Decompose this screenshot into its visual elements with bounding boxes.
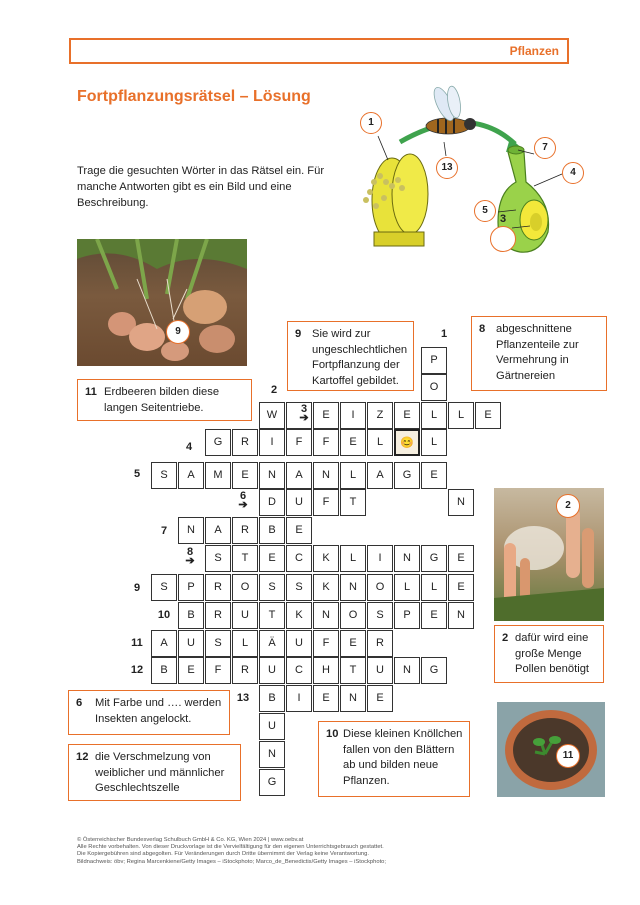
grid-cell[interactable]: E bbox=[367, 685, 393, 712]
potato-photo bbox=[77, 239, 247, 366]
grid-cell[interactable]: U bbox=[286, 630, 312, 657]
grid-cell[interactable]: B bbox=[151, 657, 177, 684]
footer-line: Die Kopiergebühren sind abgegolten. Für Veränderungen durch Dritte übernimmt der Verlag keine Verantwortung. bbox=[77, 851, 369, 858]
grid-cell[interactable]: R bbox=[367, 630, 393, 657]
grid-number-7: 7 bbox=[160, 525, 168, 537]
grid-cell[interactable]: F bbox=[313, 429, 339, 456]
grid-cell[interactable]: N bbox=[448, 489, 474, 516]
grid-cell[interactable]: I bbox=[259, 429, 285, 456]
grid-cell[interactable]: F bbox=[205, 657, 231, 684]
grid-cell[interactable]: I bbox=[367, 545, 393, 572]
grid-number-4: 4 bbox=[185, 441, 193, 453]
grid-cell[interactable]: E bbox=[448, 574, 474, 601]
clue-11-text: Erdbeeren bilden diese langen Seitentriebe. bbox=[104, 386, 220, 414]
grid-cell[interactable]: R bbox=[232, 657, 258, 684]
grid-cell[interactable]: N bbox=[340, 685, 366, 712]
subject-label: Pflanzen bbox=[509, 44, 559, 58]
grid-cell[interactable]: U bbox=[259, 657, 285, 684]
grid-cell[interactable]: R bbox=[232, 429, 258, 456]
grid-cell[interactable]: U bbox=[367, 657, 393, 684]
clue-9 bbox=[287, 321, 414, 391]
grid-cell[interactable]: N bbox=[259, 741, 285, 768]
grid-cell[interactable]: E bbox=[448, 545, 474, 572]
grid-cell[interactable]: E bbox=[178, 657, 204, 684]
grid-number-2: 2 bbox=[270, 384, 278, 396]
clue-9-number: 9 bbox=[295, 328, 302, 340]
grid-cell[interactable]: A bbox=[151, 630, 177, 657]
stamen-drawing bbox=[363, 154, 428, 246]
grid-cell[interactable]: R bbox=[232, 517, 258, 544]
label-3: 3 bbox=[499, 213, 507, 225]
grid-cell[interactable]: O bbox=[232, 574, 258, 601]
footer-line: Alle Rechte vorbehalten. Von dieser Druckvorlage ist die Vervielfältigung für den eigenen Unterrichtsgebrauch gestattet. bbox=[77, 844, 384, 851]
grid-cell[interactable]: H bbox=[313, 657, 339, 684]
grid-cell[interactable]: N bbox=[313, 602, 339, 629]
clue-8-number: 8 bbox=[479, 323, 486, 335]
grid-cell[interactable]: A bbox=[205, 517, 231, 544]
grid-cell[interactable]: Z bbox=[367, 402, 393, 429]
grid-cell[interactable]: O bbox=[340, 602, 366, 629]
label-circle-4: 4 bbox=[562, 162, 584, 184]
grid-number-8: 8 ➔ bbox=[185, 546, 195, 567]
grid-cell[interactable]: A bbox=[286, 462, 312, 489]
grid-cell[interactable]: E bbox=[313, 402, 339, 429]
grid-cell[interactable]: B bbox=[178, 602, 204, 629]
footer-line: © Österreichischer Bundesverlag Schulbuch GmbH & Co. KG, Wien 2024 | www.oebv.at bbox=[77, 837, 304, 843]
clue-12-text: die Verschmelzung von weiblicher und männlicher Geschlechtszelle bbox=[95, 751, 225, 794]
pollination-illustration bbox=[340, 82, 600, 258]
clue-6-text: Mit Farbe und …. werden Insekten angelockt. bbox=[95, 697, 222, 725]
grid-cell[interactable]: G bbox=[259, 769, 285, 796]
clue-6 bbox=[68, 690, 230, 735]
grid-cell[interactable]: E bbox=[286, 517, 312, 544]
clue-12-number: 12 bbox=[76, 751, 89, 763]
clue-10-text: Diese kleinen Knöllchen fallen von den Blättern ab und bilden neue Pflanzen. bbox=[343, 728, 463, 787]
grid-cell[interactable]: E bbox=[340, 630, 366, 657]
grid-cell[interactable]: P bbox=[421, 347, 447, 374]
grid-cell[interactable]: F bbox=[286, 429, 312, 456]
grid-number-9: 9 bbox=[133, 582, 141, 594]
grid-number-11: 11 bbox=[131, 637, 143, 649]
grid-cell[interactable]: T bbox=[232, 545, 258, 572]
grid-cell[interactable]: U bbox=[178, 630, 204, 657]
grid-cell[interactable]: T bbox=[340, 657, 366, 684]
grid-cell[interactable]: P bbox=[178, 574, 204, 601]
grid-number-10: 10 bbox=[157, 609, 171, 621]
clue-6-number: 6 bbox=[76, 697, 83, 709]
grid-cell[interactable]: G bbox=[421, 545, 447, 572]
footer bbox=[77, 837, 507, 866]
grid-number-13: 13 bbox=[236, 692, 250, 704]
grid-cell[interactable]: B bbox=[259, 685, 285, 712]
grid-cell[interactable]: I bbox=[286, 685, 312, 712]
intro-text: Trage die gesuchten Wörter in das Rätsel ein. Für manche Antworten gibt es ein Bild und eine Beschreibung. bbox=[77, 165, 325, 209]
label-circle-5: 5 bbox=[474, 200, 496, 222]
grid-cell[interactable]: T bbox=[259, 602, 285, 629]
clue-2 bbox=[494, 625, 604, 683]
clue-8 bbox=[471, 316, 607, 391]
grid-cell[interactable]: S bbox=[286, 574, 312, 601]
grid-cell[interactable]: N bbox=[448, 602, 474, 629]
grid-cell[interactable]: N bbox=[394, 657, 420, 684]
grid-cell[interactable]: S bbox=[151, 462, 177, 489]
grid-cell[interactable]: R bbox=[205, 602, 231, 629]
grid-cell[interactable]: L bbox=[421, 429, 447, 456]
grid-cell[interactable]: B bbox=[259, 517, 285, 544]
label-circle-2: 2 bbox=[556, 494, 580, 518]
clue-11 bbox=[77, 379, 252, 421]
label-circle-7: 7 bbox=[534, 137, 556, 159]
grid-cell[interactable]: L bbox=[421, 574, 447, 601]
grid-cell[interactable]: I bbox=[340, 402, 366, 429]
grid-cell[interactable]: S bbox=[205, 630, 231, 657]
grid-number-6: 6 ➔ bbox=[238, 490, 248, 511]
grid-cell[interactable]: G bbox=[421, 657, 447, 684]
grid-cell[interactable]: E bbox=[394, 402, 420, 429]
grid-cell[interactable]: L bbox=[394, 574, 420, 601]
grid-cell[interactable]: K bbox=[313, 545, 339, 572]
header-bar bbox=[69, 38, 569, 64]
grid-cell[interactable]: S bbox=[367, 602, 393, 629]
grid-cell[interactable]: N bbox=[313, 462, 339, 489]
grid-cell[interactable]: O bbox=[421, 374, 447, 401]
grid-cell[interactable]: C bbox=[286, 545, 312, 572]
grid-cell[interactable]: E bbox=[421, 462, 447, 489]
grid-cell[interactable]: G bbox=[205, 429, 231, 456]
pine-pollen-photo bbox=[494, 488, 604, 621]
grid-cell[interactable]: E bbox=[475, 402, 501, 429]
grid-cell[interactable]: N bbox=[178, 517, 204, 544]
grid-cell[interactable]: 😊 bbox=[394, 429, 420, 456]
grid-cell[interactable]: K bbox=[313, 574, 339, 601]
grid-cell[interactable]: L bbox=[367, 429, 393, 456]
grid-cell[interactable]: N bbox=[394, 545, 420, 572]
clue-10-number: 10 bbox=[326, 728, 339, 740]
clue-2-text: dafür wird eine große Menge Pollen benötigt bbox=[515, 632, 590, 675]
grid-cell[interactable]: R bbox=[205, 574, 231, 601]
clue-8-text: abgeschnittene Pflanzenteile zur Vermehrung in Gärtnereien bbox=[496, 323, 579, 382]
clue-2-number: 2 bbox=[502, 632, 509, 644]
grid-cell[interactable]: G bbox=[394, 462, 420, 489]
clue-12 bbox=[68, 744, 241, 801]
grid-cell[interactable]: M bbox=[205, 462, 231, 489]
grid-cell[interactable]: W bbox=[259, 402, 285, 429]
strawberry-pot-photo bbox=[497, 702, 605, 797]
grid-number-12: 12 bbox=[130, 664, 144, 676]
grid-cell[interactable]: L bbox=[340, 545, 366, 572]
label-circle-13: 13 bbox=[436, 157, 458, 179]
grid-cell[interactable]: N bbox=[340, 574, 366, 601]
grid-cell[interactable]: E bbox=[421, 602, 447, 629]
grid-cell[interactable]: T bbox=[340, 489, 366, 516]
grid-cell[interactable]: E bbox=[232, 462, 258, 489]
label-circle-9: 9 bbox=[166, 320, 190, 344]
label-circle-empty bbox=[490, 226, 516, 252]
footer-line: Bildnachweis: öbv; Regina Marcenkiene/Getty Images – iStockphoto; Marco_de_Benedictis/Getty Images – iStockphoto; bbox=[77, 858, 387, 865]
grid-cell[interactable]: A bbox=[178, 462, 204, 489]
grid-cell[interactable]: E bbox=[313, 685, 339, 712]
grid-cell[interactable]: U bbox=[259, 713, 285, 740]
grid-cell[interactable]: L bbox=[340, 462, 366, 489]
bee-drawing bbox=[426, 85, 476, 134]
grid-cell[interactable]: N bbox=[259, 462, 285, 489]
grid-cell[interactable]: F bbox=[313, 630, 339, 657]
grid-cell[interactable]: S bbox=[259, 574, 285, 601]
grid-cell[interactable]: E bbox=[340, 429, 366, 456]
grid-cell[interactable]: D bbox=[259, 489, 285, 516]
grid-cell[interactable]: U bbox=[286, 489, 312, 516]
grid-cell[interactable]: O bbox=[367, 574, 393, 601]
grid-cell[interactable]: L bbox=[421, 402, 447, 429]
grid-cell[interactable]: C bbox=[286, 657, 312, 684]
grid-cell[interactable]: Ä bbox=[259, 630, 285, 657]
clue-9-text: Sie wird zur ungeschlechtlichen Fortpflanzung der Kartoffel gebildet. bbox=[312, 328, 408, 387]
grid-number-3: 3 ➔ bbox=[299, 403, 309, 424]
grid-number-5: 5 bbox=[133, 468, 141, 480]
grid-cell[interactable]: S bbox=[205, 545, 231, 572]
grid-cell[interactable]: E bbox=[259, 545, 285, 572]
grid-cell[interactable]: L bbox=[448, 402, 474, 429]
grid-cell[interactable]: P bbox=[394, 602, 420, 629]
grid-cell[interactable]: S bbox=[151, 574, 177, 601]
grid-cell[interactable]: A bbox=[367, 462, 393, 489]
page-title: Fortpflanzungsrätsel – Lösung bbox=[77, 88, 311, 105]
grid-cell[interactable]: U bbox=[232, 602, 258, 629]
grid-cell[interactable]: L bbox=[232, 630, 258, 657]
label-circle-1: 1 bbox=[360, 112, 382, 134]
clue-10 bbox=[318, 721, 470, 797]
grid-cell[interactable]: K bbox=[286, 602, 312, 629]
label-circle-11: 11 bbox=[556, 744, 580, 768]
clue-11-number: 11 bbox=[85, 386, 97, 398]
grid-number-1: 1 bbox=[440, 328, 448, 340]
grid-cell[interactable]: F bbox=[313, 489, 339, 516]
